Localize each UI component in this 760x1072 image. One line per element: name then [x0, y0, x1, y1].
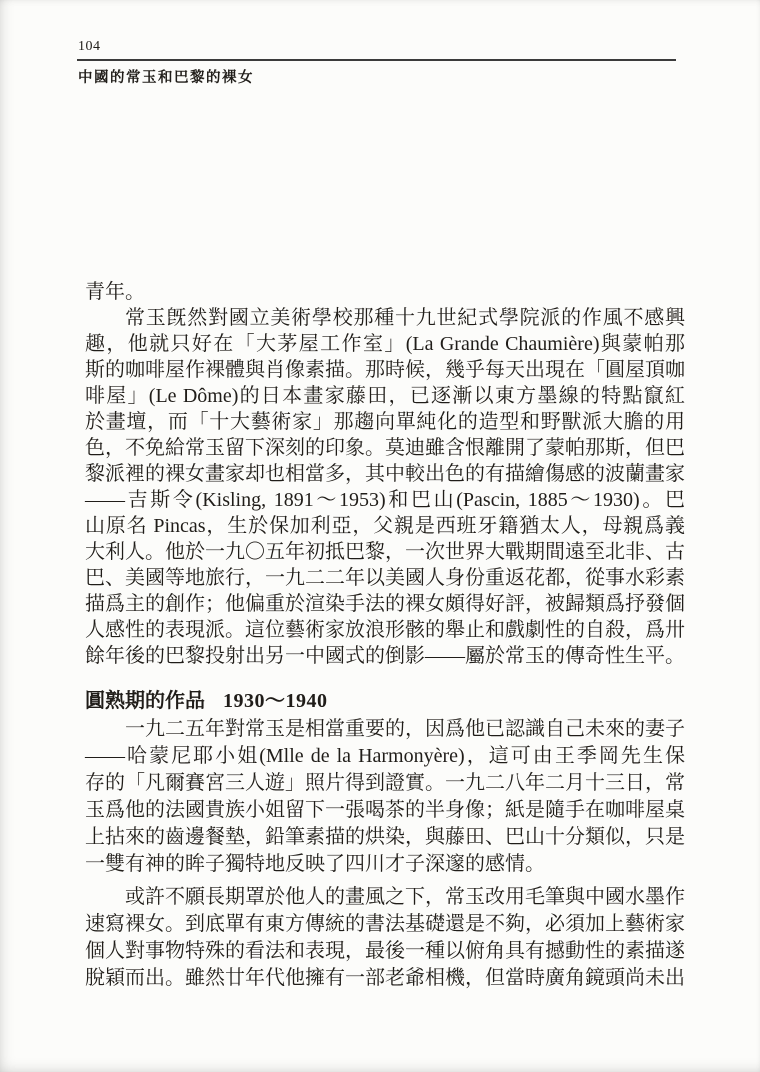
- text-line: 玉爲他的法國貴族小姐留下一張喝茶的半身像；紙是隨手在咖啡屋桌: [85, 799, 685, 821]
- text-line: 大利人。他於一九〇五年初抵巴黎，一次世界大戰期間遠至北非、古: [85, 541, 685, 563]
- text-line: 山原名 Pincas，生於保加利亞，父親是西班牙籍猶太人，母親爲義: [85, 515, 685, 537]
- running-header: 中國的常玉和巴黎的裸女: [78, 70, 254, 86]
- text-line: 斯的咖啡屋作裸體與肖像素描。那時候，幾乎每天出現在「圓屋頂咖: [85, 359, 685, 381]
- text-line: 黎派裡的裸女畫家却也相當多，其中較出色的有描繪傷感的波蘭畫家: [85, 463, 685, 485]
- text-line: 青年。: [85, 281, 145, 303]
- text-line: 一雙有神的眸子獨特地反映了四川才子深邃的感情。: [85, 853, 545, 875]
- section-heading-years: 1930～1940: [223, 690, 328, 712]
- text-line: ——哈蒙尼耶小姐(Mlle de la Harmonyère)，這可由王季岡先生保: [85, 745, 685, 767]
- text-line: 一九二五年對常玉是相當重要的，因爲他已認識自己未來的妻子: [125, 718, 685, 740]
- text-line: 上拈來的齒邊餐墊，鉛筆素描的烘染，與藤田、巴山十分類似，只是: [85, 826, 685, 848]
- text-line: 速寫裸女。到底單有東方傳統的書法基礎還是不夠，必須加上藝術家: [85, 913, 685, 935]
- text-line: 啡屋」(Le Dôme)的日本畫家藤田，已逐漸以東方墨線的特點竄紅: [85, 385, 685, 407]
- text-line: 常玉旣然對國立美術學校那種十九世紀式學院派的作風不感興: [125, 307, 685, 329]
- text-line: 存的「凡爾賽宮三人遊」照片得到證實。一九二八年二月十三日，常: [85, 772, 685, 794]
- paragraph: [85, 716, 685, 878]
- paragraph: [85, 305, 685, 669]
- section-heading: [85, 688, 685, 714]
- text-line: 人感性的表現派。這位藝術家放浪形骸的舉止和戲劇性的自殺，爲卅: [85, 619, 685, 641]
- text-line: ——吉斯令(Kisling, 1891～1953)和巴山(Pascin, 1885～1930)。巴: [85, 489, 685, 511]
- paragraph: [85, 884, 685, 992]
- text-line: 色，不免給常玉留下深刻的印象。莫迪雖含恨離開了蒙帕那斯，但巴: [85, 437, 685, 459]
- text-line: 趣，他就只好在「大茅屋工作室」(La Grande Chaumière)與蒙帕那: [85, 333, 685, 355]
- text-line: 個人對事物特殊的看法和表現，最後一種以俯角具有撼動性的素描遂: [85, 940, 685, 962]
- text-line: 描爲主的創作；他偏重於渲染手法的裸女頗得好評，被歸類爲抒發個: [85, 593, 685, 615]
- page-number: 104: [78, 39, 101, 54]
- text-line: 巴、美國等地旅行，一九二二年以美國人身份重返花都，從事水彩素: [85, 567, 685, 589]
- text-line: 於畫壇，而「十大藝術家」那趨向單純化的造型和野獸派大膽的用: [85, 411, 685, 433]
- text-line: 餘年後的巴黎投射出另一中國式的倒影——屬於常玉的傳奇性生平。: [85, 645, 685, 667]
- header-rule: [77, 59, 676, 61]
- body-text: [85, 279, 685, 992]
- text-line: 脫穎而出。雖然廿年代他擁有一部老爺相機，但當時廣角鏡頭尚未出: [85, 967, 685, 989]
- paragraph-continuation: [85, 279, 685, 305]
- text-line: 或許不願長期罩於他人的畫風之下，常玉改用毛筆與中國水墨作: [125, 886, 685, 908]
- section-heading-title: 圓熟期的作品: [85, 690, 205, 712]
